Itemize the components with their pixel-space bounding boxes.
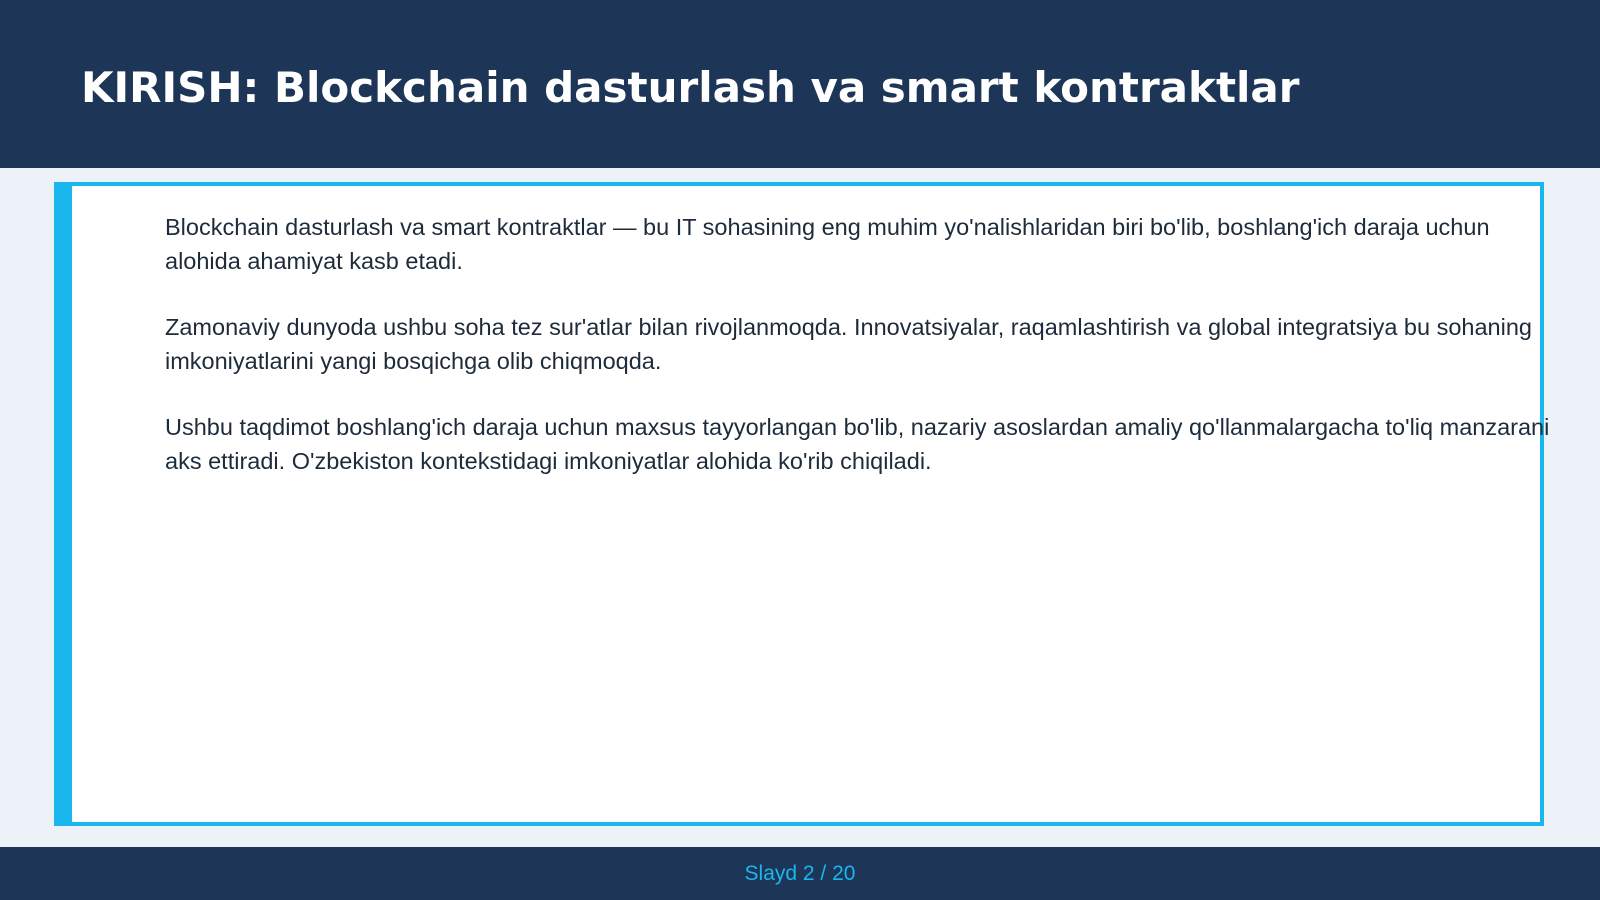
content-panel xyxy=(54,182,1550,826)
slide-footer xyxy=(0,847,1600,900)
slide-title: KIRISH: Blockchain dasturlash va smart kontraktlar xyxy=(81,63,1300,112)
paragraph-modern-world: Zamonaviy dunyoda ushbu soha tez sur'atlar bilan rivojlanmoqda. Innovatsiyalar, raqamlashtirish va global integratsiya bu sohaning imkoniyatlarini yangi bosqichga olib chiqmoqda. xyxy=(165,314,1532,374)
content-text xyxy=(165,211,1555,511)
paragraph-intro: Blockchain dasturlash va smart kontraktlar — bu IT sohasining eng muhim yo'nalishlaridan biri bo'lib, boshlang'ich daraja uchun alohida ahamiyat kasb etadi. xyxy=(165,214,1490,274)
slide-header xyxy=(0,0,1600,168)
paragraph-presentation-scope: Ushbu taqdimot boshlang'ich daraja uchun maxsus tayyorlangan bo'lib, nazariy asoslardan amaliy qo'llanmalargacha to'liq manzarani aks ettiradi. O'zbekiston kontekstidagi imkoniyatlar alohida ko'rib chiqiladi. xyxy=(165,414,1550,474)
slide-number: Slayd 2 / 20 xyxy=(744,862,856,885)
